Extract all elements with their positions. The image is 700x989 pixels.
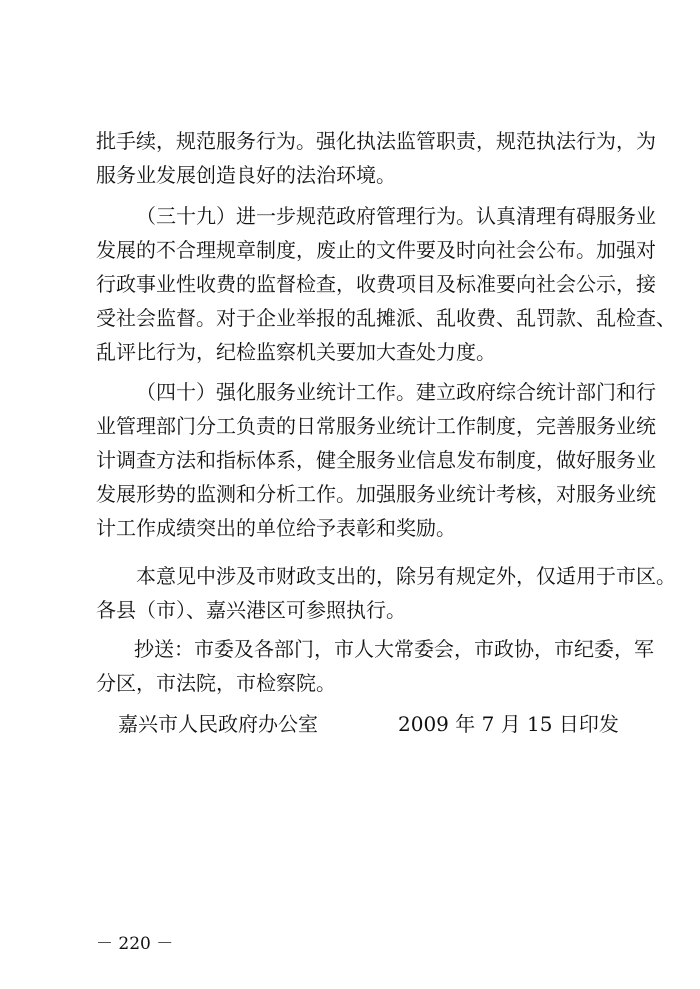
paragraph-line: 计调查方法和指标体系，健全服务业信息发布制度，做好服务业 [96, 448, 656, 472]
paragraph-line: 发展的不合理规章制度，废止的文件要及时向社会公布。加强对 [96, 238, 656, 262]
page-number: － 220 － [96, 934, 174, 954]
paragraph-line: （三十九）进一步规范政府管理行为。认真清理有碍服务业 [136, 204, 656, 228]
issue-date: 2009 年 7 月 15 日印发 [398, 712, 619, 736]
paragraph-line: 乱评比行为，纪检监察机关要加大查处力度。 [96, 340, 496, 364]
distribution-line: 分区，市法院，市检察院。 [96, 671, 336, 695]
paragraph-line: 受社会监督。对于企业举报的乱摊派、乱收费、乱罚款、乱检查、 [96, 306, 676, 330]
paragraph-line: 行政事业性收费的监督检查，收费项目及标准要向社会公示，接 [96, 272, 656, 296]
paragraph-line: 本意见中涉及市财政支出的，除另有规定外，仅适用于市区。 [136, 564, 676, 588]
paragraph-line: （四十）强化服务业统计工作。建立政府综合统计部门和行 [136, 380, 656, 404]
distribution-line: 抄送：市委及各部门，市人大常委会，市政协，市纪委，军 [134, 637, 654, 661]
paragraph-line: 批手续，规范服务行为。强化执法监管职责，规范执法行为，为 [96, 129, 656, 153]
paragraph-line: 业管理部门分工负责的日常服务业统计工作制度，完善服务业统 [96, 414, 656, 438]
paragraph-line: 发展形势的监测和分析工作。加强服务业统计考核，对服务业统 [96, 482, 656, 506]
paragraph-line: 计工作成绩突出的单位给予表彰和奖励。 [96, 516, 456, 540]
paragraph-line: 服务业发展创造良好的法治环境。 [96, 163, 396, 187]
issuing-office: 嘉兴市人民政府办公室 [118, 712, 318, 736]
paragraph-line: 各县（市）、嘉兴港区可参照执行。 [96, 598, 406, 622]
